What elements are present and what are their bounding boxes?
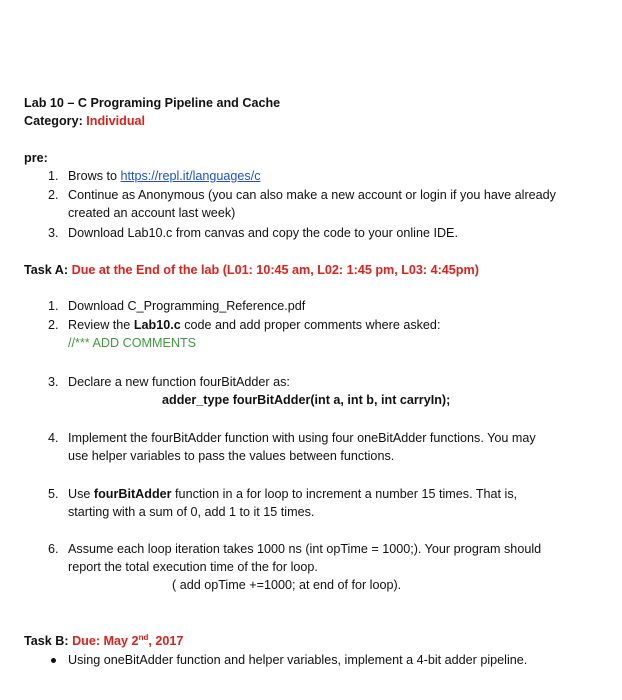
task-a-item-4-line2: use helper variables to pass the values between functions. — [68, 449, 395, 463]
pre-item-3: Download Lab10.c from canvas and copy the code to your online IDE. — [68, 226, 458, 240]
pre-item-1-number: 1. — [48, 169, 59, 183]
task-a-item-2-number: 2. — [48, 318, 59, 332]
task-a-item-6-line1: Assume each loop iteration takes 1000 ns (int opTime = 1000;). Your program should — [68, 542, 542, 556]
pre-item-3-number: 3. — [48, 226, 59, 240]
task-b-label: Task B: — [24, 634, 69, 648]
task-a-item-5-bold: fourBitAdder — [93, 487, 172, 501]
task-a-item-1: Download C_Programming_Reference.pdf — [68, 299, 306, 313]
task-a-item-2-post: code and add proper comments where asked: — [180, 318, 441, 332]
document-title: Lab 10 – C Programing Pipeline and Cache — [24, 96, 281, 110]
task-a-item-4-line1: Implement the fourBitAdder function with using four oneBitAdder functions. You may — [68, 431, 536, 445]
pre-item-1-text: Brows to — [68, 169, 121, 183]
task-a-item-5-post: function in a for loop to increment a number 15 times. That is, — [171, 487, 518, 501]
pre-item-2-number: 2. — [48, 188, 59, 202]
pre-item-2-line1: Continue as Anonymous (you can also make a new account or login if you have already — [68, 188, 556, 202]
task-a-item-2-bold: Lab10.c — [133, 318, 181, 332]
function-signature: adder_type fourBitAdder(int a, int b, int carryIn); — [162, 393, 451, 407]
task-b-due — [72, 634, 183, 648]
task-a-item-2-pre: Review the — [68, 318, 134, 332]
task-a-item-6-line3: ( add opTime +=1000; at end of for loop). — [172, 578, 402, 592]
task-a-due: Due at the End of the lab (L01: 10:45 am, L02: 1:45 pm, L03: 4:45pm) — [71, 263, 479, 277]
task-a-item-3-number: 3. — [48, 375, 59, 389]
task-a-item-6-number: 6. — [48, 542, 59, 556]
task-a-item-5-line1 — [68, 486, 517, 503]
task-a-item-1-number: 1. — [48, 299, 59, 313]
category-label: Category: — [24, 114, 83, 128]
task-a-item-4-number: 4. — [48, 431, 59, 445]
pre-item-1 — [68, 168, 261, 185]
task-a-item-5-line2: starting with a sum of 0, add 1 to it 15 times. — [68, 505, 315, 519]
repl-link[interactable]: https://repl.it/languages/c — [120, 169, 261, 183]
task-b-due-year: , 2017 — [148, 634, 184, 648]
pre-item-2-line2: created an account last week) — [68, 206, 236, 220]
task-a-item-5-pre: Use — [68, 487, 94, 501]
task-a-item-2 — [68, 317, 440, 334]
task-a-item-3: Declare a new function fourBitAdder as: — [68, 375, 290, 389]
task-a-label: Task A: — [24, 263, 69, 277]
category-line — [24, 113, 145, 130]
task-a-heading — [24, 262, 479, 279]
task-b-bullet-text: Using oneBitAdder function and helper variables, implement a 4-bit adder pipeline. — [68, 653, 528, 667]
task-a-item-5-number: 5. — [48, 487, 59, 501]
bullet-icon — [51, 658, 56, 663]
task-b-due-date: Due: May 2 — [72, 634, 139, 648]
pre-heading: pre: — [24, 151, 48, 165]
task-b-due-suffix: nd — [138, 632, 149, 642]
task-b-heading — [24, 633, 183, 650]
task-a-item-6-line2: report the total execution time of the for loop. — [68, 560, 318, 574]
add-comments-marker: //*** ADD COMMENTS — [68, 336, 197, 350]
category-value: Individual — [86, 114, 146, 128]
